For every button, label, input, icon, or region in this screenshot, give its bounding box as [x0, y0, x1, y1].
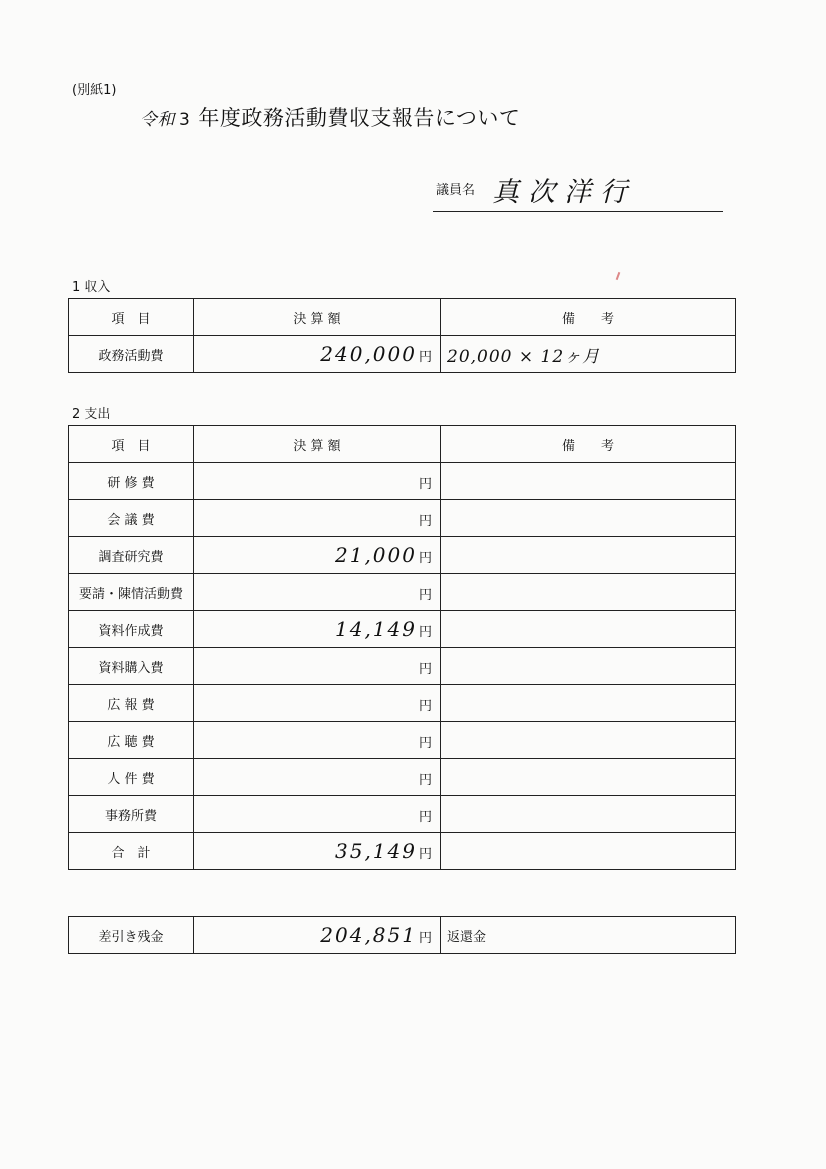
row-item: 広 報 費	[69, 685, 194, 722]
amount-value: 35,149	[335, 839, 417, 863]
row-note	[441, 759, 736, 796]
row-item: 調査研究費	[69, 537, 194, 574]
header-note: 備 考	[441, 299, 736, 336]
table-row	[69, 537, 736, 574]
row-item: 資料作成費	[69, 611, 194, 648]
member-underline	[433, 211, 723, 212]
header-item: 項 目	[69, 426, 194, 463]
row-note	[441, 648, 736, 685]
row-amount	[194, 759, 441, 796]
amount-value: 240,000	[320, 342, 417, 366]
row-amount	[194, 574, 441, 611]
row-item: 資料購入費	[69, 648, 194, 685]
row-amount	[194, 722, 441, 759]
row-amount	[194, 833, 441, 870]
yen-unit: 円	[418, 477, 432, 492]
table-row	[69, 796, 736, 833]
income-section-title: 1 収入	[72, 280, 111, 295]
table-row	[69, 500, 736, 537]
row-item: 会 議 費	[69, 500, 194, 537]
row-note	[441, 833, 736, 870]
member-name: 真次洋行	[492, 177, 636, 208]
row-item: 人 件 費	[69, 759, 194, 796]
expense-table	[68, 425, 736, 870]
row-item: 要請・陳情活動費	[69, 574, 194, 611]
row-amount	[194, 648, 441, 685]
yen-unit: 円	[418, 810, 432, 825]
row-amount	[194, 685, 441, 722]
row-amount	[194, 463, 441, 500]
expense-header-row	[69, 426, 736, 463]
document-title	[140, 102, 520, 132]
row-amount	[194, 500, 441, 537]
title-era: 令和	[140, 110, 175, 130]
row-item: 政務活動費	[69, 336, 194, 373]
note-value: 20,000 × 12ヶ月	[447, 346, 601, 367]
row-amount	[194, 336, 441, 373]
row-note	[441, 722, 736, 759]
row-note	[441, 574, 736, 611]
yen-unit: 円	[418, 588, 432, 603]
yen-unit: 円	[418, 736, 432, 751]
yen-unit: 円	[418, 847, 432, 862]
row-amount	[194, 611, 441, 648]
balance-amount	[194, 917, 441, 954]
header-amount: 決 算 額	[194, 426, 441, 463]
yen-unit: 円	[418, 514, 432, 529]
table-row	[69, 648, 736, 685]
title-text: 年度政務活動費収支報告について	[198, 106, 521, 130]
balance-table	[68, 916, 736, 954]
row-note	[441, 685, 736, 722]
table-row	[69, 722, 736, 759]
red-mark	[616, 272, 621, 280]
row-note	[441, 336, 736, 373]
row-item: 広 聴 費	[69, 722, 194, 759]
income-header-row	[69, 299, 736, 336]
table-row	[69, 833, 736, 870]
row-note	[441, 611, 736, 648]
amount-value: 14,149	[335, 617, 417, 641]
amount-value: 204,851	[320, 923, 417, 947]
row-item: 研 修 費	[69, 463, 194, 500]
row-note	[441, 500, 736, 537]
table-row	[69, 336, 736, 373]
row-amount	[194, 796, 441, 833]
yen-unit: 円	[418, 931, 432, 946]
row-note	[441, 537, 736, 574]
row-note	[441, 796, 736, 833]
header-amount: 決 算 額	[194, 299, 441, 336]
header-note: 備 考	[441, 426, 736, 463]
title-year: 3	[179, 110, 191, 130]
amount-value: 21,000	[335, 543, 417, 567]
yen-unit: 円	[418, 551, 432, 566]
income-table	[68, 298, 736, 373]
balance-item: 差引き残金	[69, 917, 194, 954]
table-row	[69, 917, 736, 954]
table-row	[69, 463, 736, 500]
header-item: 項 目	[69, 299, 194, 336]
expense-section-title: 2 支出	[72, 407, 111, 422]
yen-unit: 円	[418, 662, 432, 677]
table-row	[69, 574, 736, 611]
yen-unit: 円	[418, 773, 432, 788]
table-row	[69, 685, 736, 722]
yen-unit: 円	[418, 699, 432, 714]
row-item: 事務所費	[69, 796, 194, 833]
annex-label: (別紙1)	[72, 83, 117, 98]
balance-note: 返還金	[441, 917, 736, 954]
row-note	[441, 463, 736, 500]
row-amount	[194, 537, 441, 574]
yen-unit: 円	[418, 625, 432, 640]
table-row	[69, 759, 736, 796]
member-label: 議員名	[436, 183, 476, 198]
table-row	[69, 611, 736, 648]
yen-unit: 円	[418, 350, 432, 365]
row-item: 合 計	[69, 833, 194, 870]
